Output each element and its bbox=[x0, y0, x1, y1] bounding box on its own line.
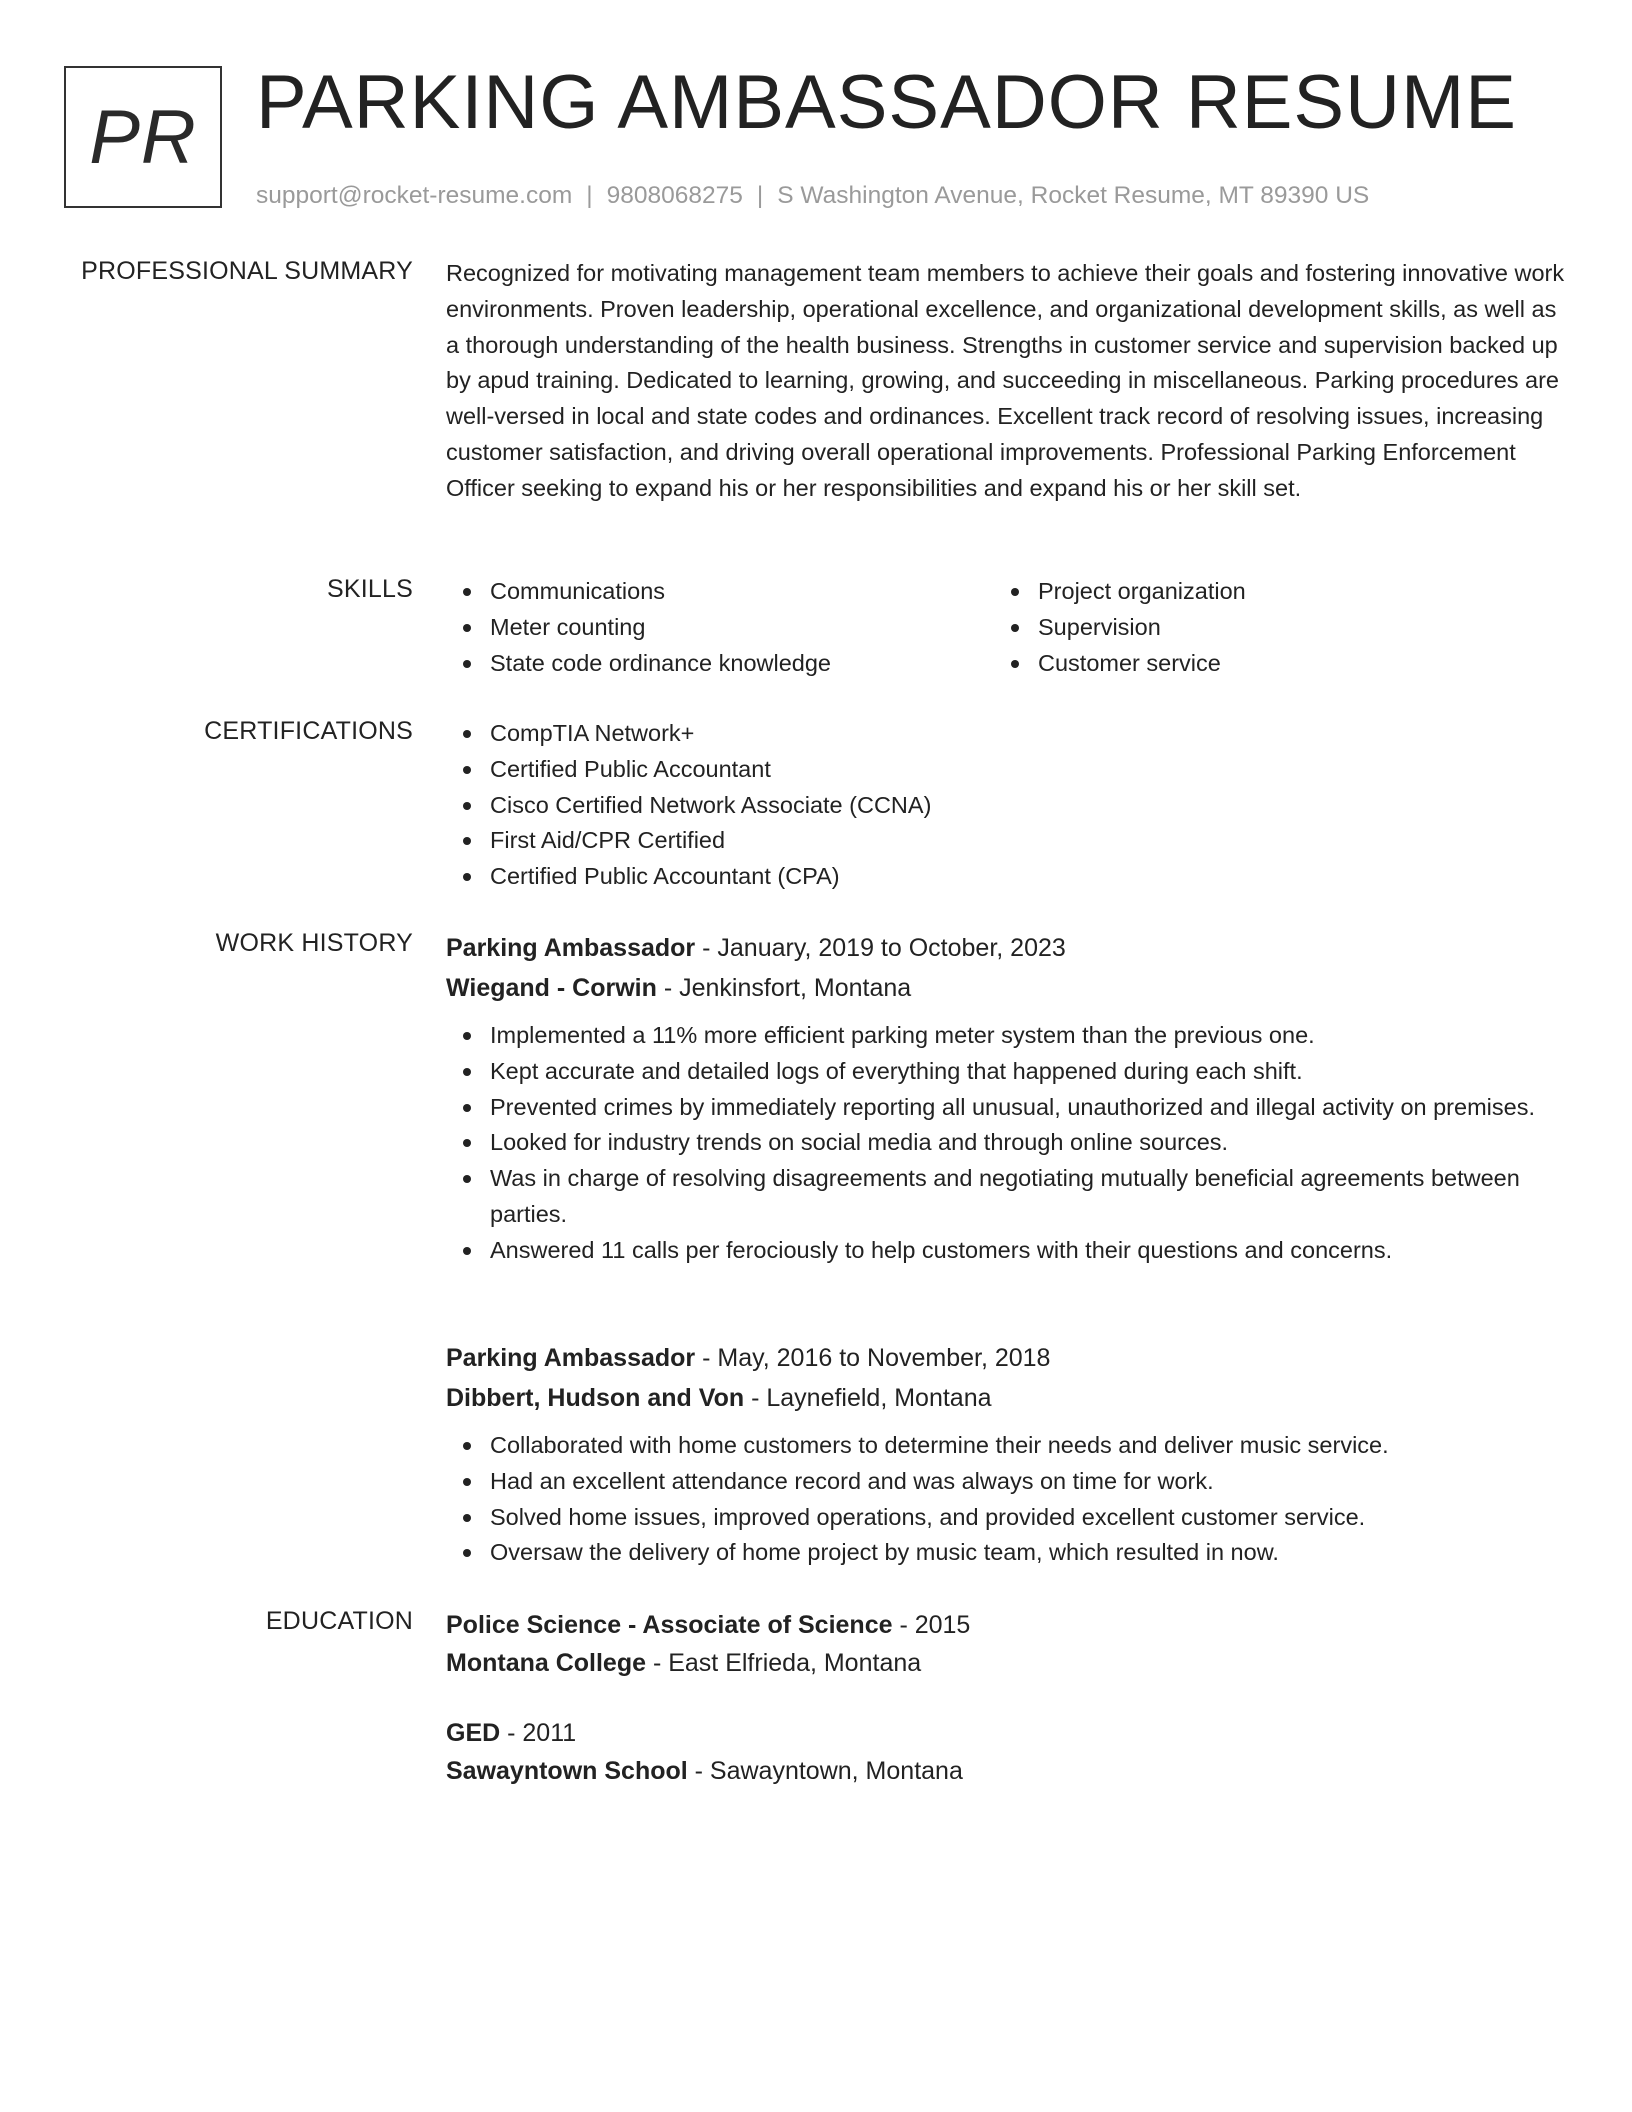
skills-grid bbox=[446, 574, 1566, 681]
job-bullet: Oversaw the delivery of home project by music team, which resulted in now. bbox=[446, 1535, 1566, 1571]
job-company-line bbox=[446, 1378, 1566, 1418]
job-dates: - January, 2019 to October, 2023 bbox=[695, 934, 1066, 962]
job-company: Dibbert, Hudson and Von bbox=[446, 1384, 745, 1412]
skills-list-left bbox=[446, 574, 994, 681]
job-dates: - May, 2016 to November, 2018 bbox=[695, 1344, 1051, 1372]
skills-list-right bbox=[994, 574, 1542, 681]
monogram-initials: PR bbox=[89, 94, 197, 180]
skill-item: Supervision bbox=[994, 610, 1542, 646]
education-degree-line bbox=[446, 1714, 1566, 1752]
job-bullet: Was in charge of resolving disagreements and negotiating mutually beneficial agreements between parties. bbox=[446, 1161, 1566, 1233]
job-location: - Jenkinsfort, Montana bbox=[656, 974, 912, 1002]
education-school-line bbox=[446, 1752, 1566, 1790]
contact-phone[interactable]: 9808068275 bbox=[606, 182, 743, 209]
job-bullet: Had an excellent attendance record and was always on time for work. bbox=[446, 1464, 1566, 1500]
skill-item: Project organization bbox=[994, 574, 1542, 610]
job-bullet: Looked for industry trends on social media and through online sources. bbox=[446, 1125, 1566, 1161]
skill-item: Customer service bbox=[994, 646, 1542, 682]
contact-email[interactable]: support@rocket-resume.com bbox=[256, 182, 573, 209]
section-label-summary: PROFESSIONAL SUMMARY bbox=[81, 257, 413, 285]
education-year: - 2015 bbox=[892, 1611, 971, 1639]
skill-item: Communications bbox=[446, 574, 994, 610]
education-entry bbox=[446, 1714, 1566, 1790]
education-degree-line bbox=[446, 1606, 1566, 1644]
certifications-body bbox=[446, 716, 1566, 895]
job-bullets bbox=[446, 1018, 1566, 1269]
job-location: - Laynefield, Montana bbox=[744, 1384, 992, 1412]
education-school-line bbox=[446, 1644, 1566, 1682]
certification-item: Certified Public Accountant (CPA) bbox=[446, 859, 1566, 895]
education-location: - Sawayntown, Montana bbox=[687, 1757, 963, 1785]
contact-line bbox=[256, 182, 1586, 210]
section-label-education: EDUCATION bbox=[265, 1607, 413, 1635]
education-school: Montana College bbox=[446, 1649, 647, 1677]
summary-body bbox=[446, 256, 1566, 507]
contact-separator: | bbox=[586, 182, 593, 209]
education-entry bbox=[446, 1606, 1566, 1682]
section-label-certifications: CERTIFICATIONS bbox=[204, 717, 413, 745]
section-label-skills: SKILLS bbox=[327, 575, 413, 603]
job-bullet: Solved home issues, improved operations, and provided excellent customer service. bbox=[446, 1500, 1566, 1536]
job-bullet: Prevented crimes by immediately reporting all unusual, unauthorized and illegal activity on premises. bbox=[446, 1090, 1566, 1126]
education-year: - 2011 bbox=[500, 1719, 577, 1747]
job-bullet: Answered 11 calls per ferociously to help customers with their questions and concerns. bbox=[446, 1233, 1566, 1269]
education-degree: GED bbox=[446, 1719, 501, 1747]
job-bullet: Implemented a 11% more efficient parking meter system than the previous one. bbox=[446, 1018, 1566, 1054]
education-location: - East Elfrieda, Montana bbox=[646, 1649, 922, 1677]
job-bullets bbox=[446, 1428, 1566, 1571]
page-title: PARKING AMBASSADOR RESUME bbox=[256, 60, 1517, 145]
work-history-body bbox=[446, 928, 1566, 1566]
job-title: Parking Ambassador bbox=[446, 934, 696, 962]
contact-address: S Washington Avenue, Rocket Resume, MT 89390 US bbox=[777, 182, 1370, 209]
job-entry bbox=[446, 928, 1566, 1269]
skill-item: Meter counting bbox=[446, 610, 994, 646]
job-title-line bbox=[446, 928, 1566, 968]
job-company-line bbox=[446, 968, 1566, 1008]
certification-item: Certified Public Accountant bbox=[446, 752, 1566, 788]
education-body bbox=[446, 1606, 1566, 1790]
section-label-work-history: WORK HISTORY bbox=[215, 929, 413, 957]
header-text bbox=[256, 60, 1586, 210]
summary-text: Recognized for motivating management team members to achieve their goals and fostering innovative work environments. Proven leadership, operational excellence, and organizational development skills, as well as a thorough understanding of the health business. Strengths in customer service and supervision backed up by apud training. Dedicated to learning, growing, and succeeding in miscellaneous. Parking procedures are well-versed in local and state codes and ordinances. Excellent track record of resolving issues, increasing customer satisfaction, and driving overall operational improvements. Professional Parking Enforcement Officer seeking to expand his or her responsibilities and expand his or her skill set. bbox=[446, 260, 1565, 501]
job-title: Parking Ambassador bbox=[446, 1344, 696, 1372]
certifications-list bbox=[446, 716, 1566, 895]
skill-item: State code ordinance knowledge bbox=[446, 646, 994, 682]
job-bullet: Kept accurate and detailed logs of everything that happened during each shift. bbox=[446, 1054, 1566, 1090]
certification-item: Cisco Certified Network Associate (CCNA) bbox=[446, 788, 1566, 824]
education-degree: Police Science - Associate of Science bbox=[446, 1611, 893, 1639]
monogram-box bbox=[64, 66, 222, 208]
certification-item: First Aid/CPR Certified bbox=[446, 823, 1566, 859]
resume-header bbox=[64, 60, 1584, 214]
job-company: Wiegand - Corwin bbox=[446, 974, 657, 1002]
certification-item: CompTIA Network+ bbox=[446, 716, 1566, 752]
contact-separator: | bbox=[756, 182, 764, 209]
education-school: Sawayntown School bbox=[446, 1757, 688, 1785]
job-bullet: Collaborated with home customers to determine their needs and deliver music service. bbox=[446, 1428, 1566, 1464]
job-entry bbox=[446, 1338, 1566, 1571]
job-title-line bbox=[446, 1338, 1566, 1378]
